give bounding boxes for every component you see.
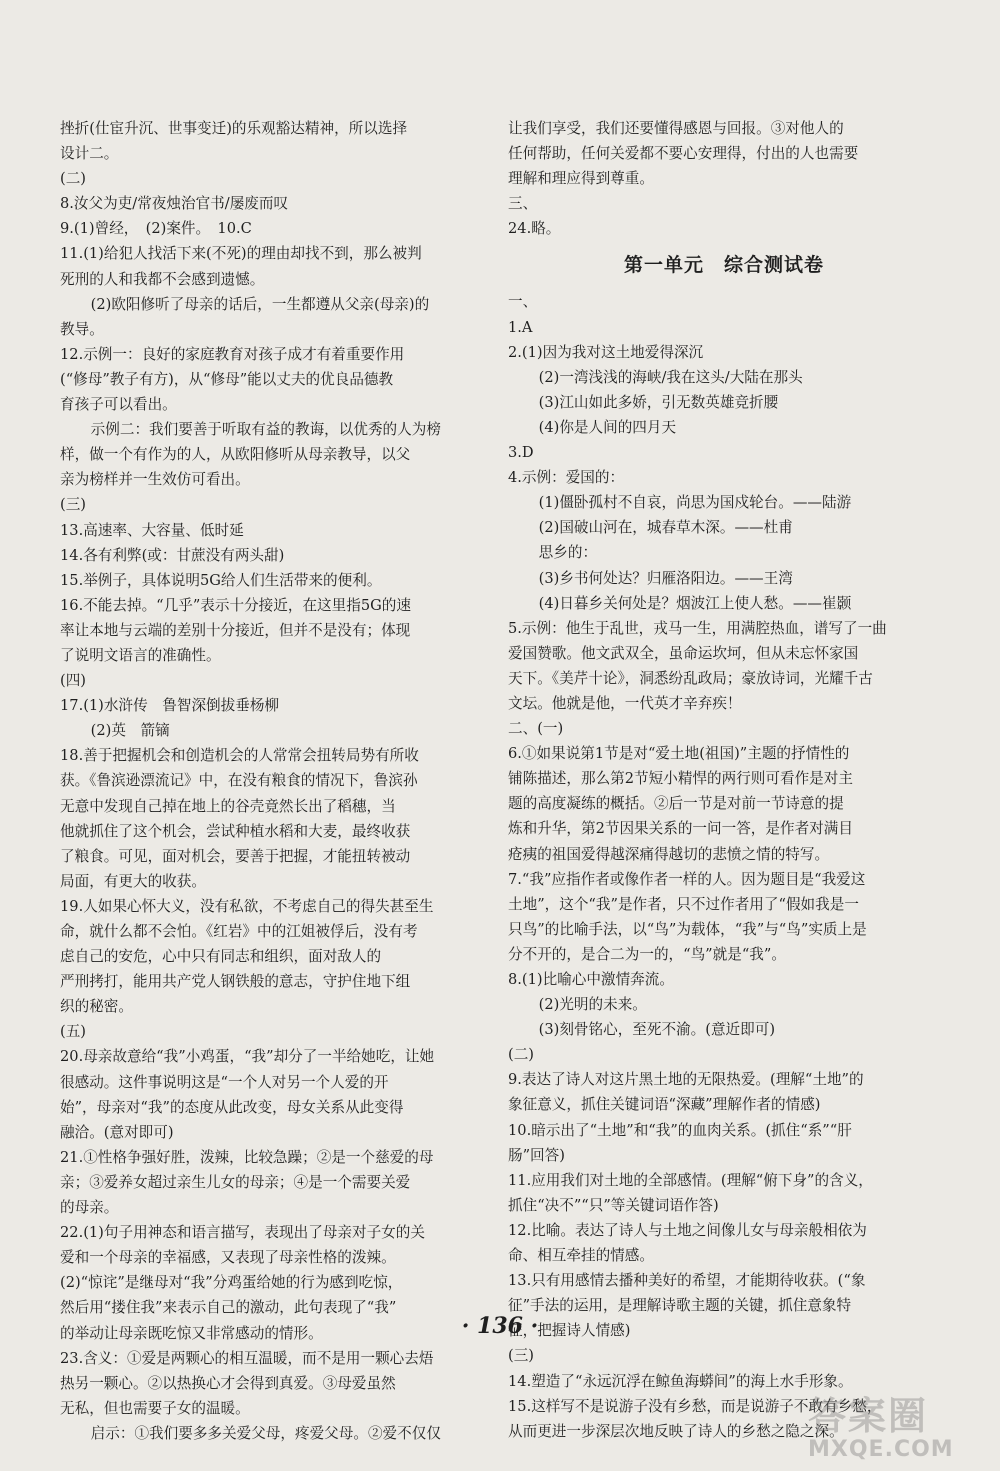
- text-line: 让我们享受，我们还要懂得感恩与回报。③对他人的: [508, 120, 844, 137]
- text-line: 9.(1)曾经， (2)案件。 10.C: [60, 220, 252, 238]
- text-line: (五): [60, 1023, 86, 1041]
- text-line: (2)一湾浅浅的海峡/我在这头/大陆在那头: [538, 368, 803, 386]
- text-line: 分不开的，是合二为一的，“鸟”就是“我”。: [508, 945, 786, 963]
- text-line: (二): [508, 1046, 534, 1064]
- text-line: (4)日暮乡关何处是？烟波江上使人愁。——崔颢: [538, 594, 852, 612]
- text-line: 肠”回答): [508, 1146, 565, 1164]
- text-line: 6.①如果说第1节是对“爱土地(祖国)”主题的抒情性的: [508, 745, 850, 763]
- left-column: [60, 116, 480, 1446]
- text-line: 爱和一个母亲的幸福感，又表现了母亲性格的泼辣。: [60, 1249, 396, 1267]
- right-column-top: [508, 116, 940, 241]
- text-line: (四): [60, 672, 86, 690]
- text-line: 题的高度凝练的概括。②后一节是对前一节诗意的提: [508, 795, 844, 813]
- text-line: 无意中发现自己掉在地上的谷壳竟然长出了稻穗，当: [60, 797, 396, 815]
- text-line: 天下。《美芹十论》，洞悉纷乱政局；豪放诗词，光耀千古: [508, 669, 873, 687]
- text-line: 12.比喻。表达了诗人与土地之间像儿女与母亲般相依为: [508, 1221, 867, 1239]
- text-line: 然后用“搂住我”来表示自己的激动，此句表现了“我”: [60, 1299, 397, 1317]
- watermark-logo: 答案圈: [808, 1394, 929, 1438]
- text-line: (二): [60, 170, 86, 188]
- text-line: 24.略。: [508, 220, 561, 238]
- text-line: 挫折(仕宦升沉、世事变迁)的乐观豁达精神，所以选择: [60, 120, 408, 137]
- text-line: 一、: [508, 293, 538, 311]
- text-line: 21.①性格争强好胜，泼辣，比较急躁；②是一个慈爱的母: [60, 1148, 434, 1166]
- text-line: 土地”，这个“我”是作者，只不过作者用了“假如我是一: [508, 895, 859, 913]
- text-line: 17.(1)水浒传 鲁智深倒拔垂杨柳: [60, 697, 280, 715]
- text-line: 的母亲。: [60, 1199, 119, 1217]
- text-line: 命、相互牵挂的情感。: [508, 1247, 654, 1265]
- text-line: 示例二：我们要善于听取有益的教诲，以优秀的人为榜: [90, 421, 441, 439]
- text-line: (2)光明的未来。: [538, 996, 647, 1014]
- text-line: 9.表达了诗人对这片黑土地的无限热爱。(理解“土地”的: [508, 1071, 864, 1089]
- text-line: 8.(1)比喻心中激情奔流。: [508, 971, 674, 988]
- text-line: (“修母”教子有方)，从“修母”能以丈夫的优良品德教: [60, 370, 394, 388]
- text-line: 象征意义，抓住关键词语“深藏”理解作者的情感): [508, 1096, 821, 1114]
- text-line: (1)僵卧孤村不自哀，尚思为国戍轮台。——陆游: [538, 494, 852, 512]
- text-line: 20.母亲故意给“我”小鸡蛋，“我”却分了一半给她吃，让她: [60, 1048, 435, 1066]
- text-line: 2.(1)因为我对这土地爱得深沉: [508, 343, 704, 361]
- text-line: 育孩子可以看出。: [60, 396, 177, 414]
- text-line: 获。《鲁滨逊漂流记》中，在没有粮食的情况下，鲁滨孙: [60, 772, 418, 790]
- text-line: 13.只有用感情去播种美好的希望，才能期待收获。(“象: [508, 1272, 866, 1290]
- text-line: 三、: [508, 195, 538, 213]
- watermark: [808, 1394, 990, 1464]
- text-line: 12.示例一：良好的家庭教育对孩子成才有着重要作用: [60, 345, 405, 363]
- text-line: 18.善于把握机会和创造机会的人常常会扭转局势有所收: [60, 747, 419, 765]
- text-line: 4.示例：爱国的：: [508, 469, 625, 487]
- text-line: (三): [508, 1347, 534, 1365]
- text-line: 融洽。(意对即可): [60, 1123, 174, 1141]
- text-line: (三): [60, 496, 86, 514]
- text-line: (4)你是人间的四月天: [538, 418, 677, 436]
- right-column-bottom: [508, 289, 940, 1443]
- text-line: (2)国破山河在，城春草木深。——杜甫: [538, 519, 793, 537]
- text-line: 他就抓住了这个机会，尝试种植水稻和大麦，最终收获: [60, 822, 411, 840]
- text-line: 始”，母亲对“我”的态度从此改变，母女关系从此变得: [60, 1098, 404, 1116]
- text-line: 率让本地与云端的差别十分接近，但并不是没有；体现: [60, 621, 411, 639]
- text-line: 14.塑造了“永远沉浮在鲸鱼海蟒间”的海上水手形象。: [508, 1372, 853, 1390]
- text-line: (2)欧阳修听了母亲的话后，一生都遵从父亲(母亲)的: [90, 295, 430, 313]
- text-line: (3)江山如此多娇，引无数英雄竞折腰: [538, 393, 779, 411]
- text-line: 征”手法的运用，是理解诗歌主题的关键，抓住意象特: [508, 1297, 852, 1315]
- text-line: 只鸟”的比喻手法，以“鸟”为载体，“我”与“鸟”实质上是: [508, 920, 867, 938]
- text-line: 铺陈描述，那么第2节短小精悍的两行则可看作是对主: [508, 770, 853, 788]
- text-line: 8.汝父为吏/常夜烛治官书/屡废而叹: [60, 195, 289, 213]
- page-number: · 136 ·: [461, 1313, 539, 1339]
- text-line: 设计二。: [60, 145, 119, 163]
- text-line: 3.D: [508, 444, 534, 462]
- text-line: 教导。: [60, 320, 104, 338]
- text-line: 死刑的人和我都不会感到遗憾。: [60, 270, 265, 288]
- right-column: [508, 116, 940, 1444]
- text-line: 10.暗示出了“土地”和“我”的血肉关系。(抓住“系”“肝: [508, 1121, 852, 1139]
- text-line: 局面，有更大的收获。: [60, 872, 206, 890]
- text-line: 样，做一个有作为的人，从欧阳修听从母亲教导，以父: [60, 446, 411, 464]
- text-line: 13.高速率、大容量、低时延: [60, 521, 244, 539]
- text-line: 23.含义：①爱是两颗心的相互温暖，而不是用一颗心去焐: [60, 1349, 434, 1367]
- text-line: 15.这样写不是说游子没有乡愁，而是说游子不敢有乡愁，: [508, 1397, 882, 1415]
- text-line: 19.人如果心怀大义，没有私欲，不考虑自己的得失甚至生: [60, 897, 434, 915]
- text-line: 了粮食。可见，面对机会，要善于把握，才能扭转被动: [60, 847, 411, 865]
- text-line: 5.示例：他生于乱世，戎马一生，用满腔热血，谱写了一曲: [508, 619, 887, 637]
- text-line: 22.(1)句子用神态和语言描写，表现出了母亲对子女的关: [60, 1224, 425, 1242]
- text-line: 亲为榜样并一生效仿可看出。: [60, 471, 250, 489]
- text-line: 严刑拷打，能用共产党人钢铁般的意志，守护住地下组: [60, 973, 411, 991]
- text-line: 抓住“决不”“只”等关键词语作答): [508, 1196, 719, 1214]
- text-line: 疮痍的祖国爱得越深痛得越切的悲愤之情的特写。: [508, 845, 830, 863]
- text-line: 从而更进一步深层次地反映了诗人的乡愁之隐之深。: [508, 1422, 844, 1440]
- section-heading: 第一单元 综合测试卷: [623, 254, 824, 277]
- text-line: 炼和升华，第2节因果关系的一问一答，是作者对满目: [508, 820, 853, 838]
- text-line: 了说明文语言的准确性。: [60, 646, 221, 664]
- text-line: 无私，但也需要子女的温暖。: [60, 1399, 250, 1417]
- text-line: (2)英 箭镝: [90, 722, 170, 740]
- text-line: 热另一颗心。②以热换心才会得到真爱。③母爱虽然: [60, 1374, 396, 1392]
- watermark-url: MXQE.COM: [808, 1437, 954, 1462]
- text-line: 任何帮助，任何关爱都不要心安理得，付出的人也需要: [508, 145, 859, 163]
- text-line: 虑自己的安危，心中只有同志和组织，面对敌人的: [60, 948, 382, 966]
- text-line: 二、(一): [508, 720, 564, 738]
- text-line: 很感动。这件事说明这是“一个人对另一个人爱的开: [60, 1073, 389, 1091]
- text-line: 爱国赞歌。他文武双全，虽命运坎坷，但从未忘怀家国: [508, 644, 859, 662]
- text-line: 征，把握诗人情感): [508, 1322, 631, 1340]
- text-line: 启示：①我们要多多关爱父母，疼爱父母。②爱不仅仅: [90, 1424, 441, 1442]
- text-line: 14.各有利弊(或：甘蔗没有两头甜): [60, 546, 285, 564]
- text-line: 亲；③爱养女超过亲生儿女的母亲；④是一个需要关爱: [60, 1173, 411, 1191]
- text-line: 的举动让母亲既吃惊又非常感动的情形。: [60, 1324, 323, 1342]
- text-line: (3)乡书何处达？归雁洛阳边。——王湾: [538, 569, 793, 587]
- text-line: (2)“惊诧”是继母对“我”分鸡蛋给她的行为感到吃惊，: [60, 1274, 403, 1292]
- text-line: 16.不能去掉。“几乎”表示十分接近，在这里指5G的速: [60, 596, 411, 614]
- text-line: 11.应用我们对土地的全部感情。(理解“俯下身”的含义，: [508, 1171, 873, 1189]
- text-line: (3)刻骨铭心，至死不渝。(意近即可): [538, 1021, 776, 1039]
- text-line: 思乡的：: [538, 544, 598, 562]
- text-line: 文坛。他就是他，一代英才辛弃疾！: [508, 694, 742, 712]
- text-line: 15.举例子，具体说明5G给人们生活带来的便利。: [60, 571, 382, 589]
- text-line: 理解和理应得到尊重。: [508, 170, 654, 188]
- text-line: 命，就什么都不会怕。《红岩》中的江姐被俘后，没有考: [60, 923, 418, 940]
- text-line: 11.(1)给犯人找活下来(不死)的理由却找不到，那么被判: [60, 245, 422, 263]
- text-line: 7.“我”应指作者或像作者一样的人。因为题目是“我爱这: [508, 870, 866, 888]
- text-line: 1.A: [508, 318, 533, 336]
- text-line: 织的秘密。: [60, 998, 133, 1016]
